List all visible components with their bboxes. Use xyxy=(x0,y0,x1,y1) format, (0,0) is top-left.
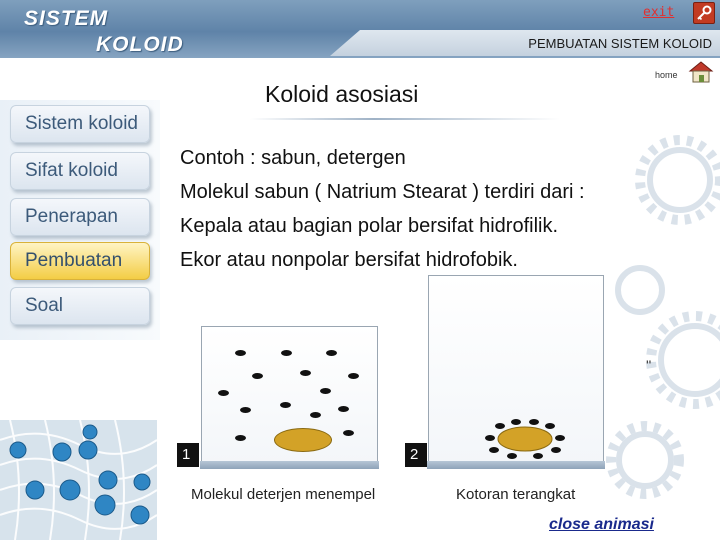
content-line: Kepala atau bagian polar bersifat hidrofilik. xyxy=(180,215,559,237)
sidebar-item-penerapan[interactable]: Penerapan xyxy=(10,198,150,236)
detergent-molecule xyxy=(310,412,321,418)
section-subtitle: PEMBUATAN SISTEM KOLOID xyxy=(528,36,712,51)
logo-line2: KOLOID xyxy=(96,33,184,56)
home-label[interactable]: home xyxy=(655,70,678,80)
content-line: Molekul sabun ( Natrium Stearat ) terdiri dari : xyxy=(180,181,585,203)
sidebar-item-soal[interactable]: Soal xyxy=(10,287,150,325)
logo-line1: SISTEM xyxy=(24,7,109,30)
detergent-molecule xyxy=(338,406,349,412)
content-line: Ekor atau nonpolar bersifat hidrofobik. xyxy=(180,249,518,271)
sidebar-item-sistem-koloid[interactable]: Sistem koloid xyxy=(10,105,150,143)
detergent-molecule xyxy=(280,402,291,408)
detergent-molecule xyxy=(235,350,246,356)
exit-key-icon[interactable] xyxy=(693,2,715,24)
page-title: Koloid asosiasi xyxy=(265,81,419,107)
detergent-molecule xyxy=(300,370,311,376)
detergent-molecule xyxy=(281,350,292,356)
detergent-molecule xyxy=(240,407,251,413)
panel-1-number: 1 xyxy=(177,443,199,467)
dirt-particle xyxy=(274,428,332,452)
detergent-molecule xyxy=(235,435,246,441)
molecule-net-decoration xyxy=(0,420,157,540)
dirt-with-detergent-micelle xyxy=(480,418,570,462)
detergent-molecule xyxy=(348,373,359,379)
close-animation-link[interactable]: close animasi xyxy=(549,516,654,533)
content-line: Contoh : sabun, detergen xyxy=(180,147,406,169)
home-icon[interactable] xyxy=(688,60,714,84)
panel-2-caption: Kotoran terangkat xyxy=(456,486,576,503)
exit-link[interactable]: exit xyxy=(643,5,675,20)
gears-decoration-icon xyxy=(600,100,720,540)
panel-1-caption: Molekul deterjen menempel xyxy=(191,486,376,503)
panel-2-number: 2 xyxy=(405,443,427,467)
detergent-molecule xyxy=(326,350,337,356)
detergent-molecule xyxy=(252,373,263,379)
sidebar-item-pembuatan[interactable]: Pembuatan xyxy=(10,242,150,280)
diagram-panel-1-base xyxy=(200,461,379,469)
diagram-panel-2-base xyxy=(427,461,605,469)
stray-mark: '' xyxy=(646,357,652,373)
sidebar-item-sifat-koloid[interactable]: Sifat koloid xyxy=(10,152,150,190)
title-underline xyxy=(250,118,560,120)
detergent-molecule xyxy=(218,390,229,396)
detergent-molecule xyxy=(320,388,331,394)
detergent-molecule xyxy=(343,430,354,436)
content-text xyxy=(180,141,585,277)
header-banner xyxy=(0,0,720,58)
